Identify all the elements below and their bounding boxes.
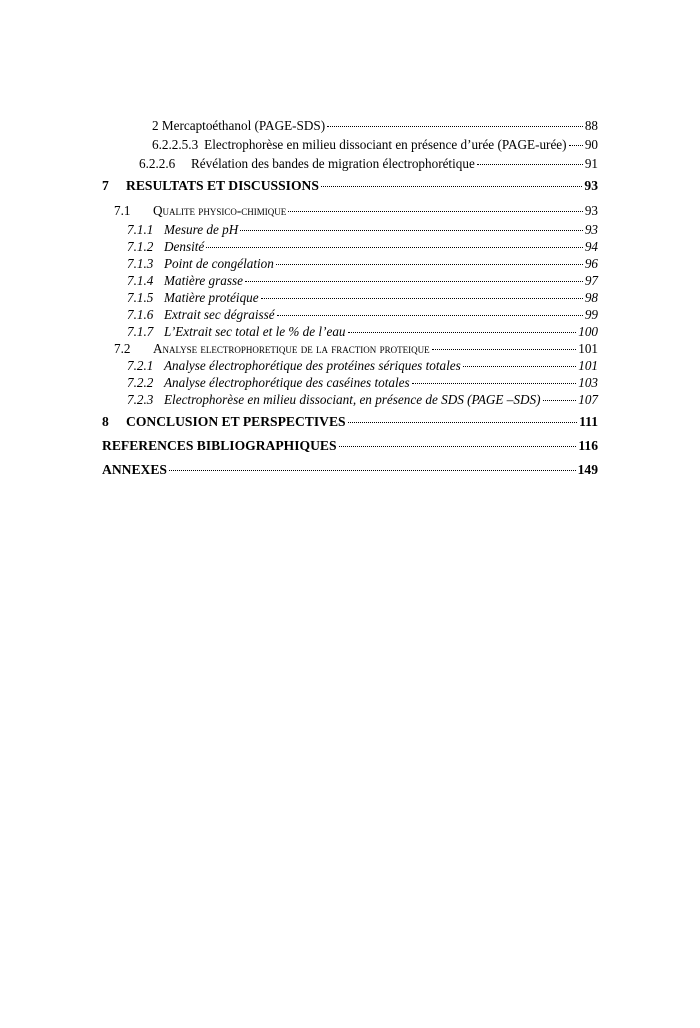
toc-entry-title: Electrophorèse en milieu dissociant en présence d’urée (PAGE-urée) [204,137,567,152]
toc-entry-page: 100 [578,324,598,339]
toc-entry-subsection [127,256,598,272]
toc-entry-number: 7.1.2 [127,239,154,254]
toc-entry-number: 7.1.1 [127,222,154,237]
toc-entry [152,137,598,153]
toc-entry-number: 7.1 [114,203,131,218]
toc-entry-subsection [127,222,598,238]
toc-entry-chapter [102,438,598,454]
toc-leader [543,400,577,401]
toc-entry-title: Extrait sec dégraissé [164,307,275,322]
toc-entry-page: 94 [584,239,598,254]
toc-entry-title: Matière protéique [164,290,259,305]
toc-leader [477,164,583,165]
toc-entry-number: 7.1.5 [127,290,154,305]
toc-entry-title: L’Extrait sec total et le % de l’eau [164,324,346,339]
toc-leader [261,298,583,299]
toc-entry-title: RESULTATS ET DISCUSSIONS [126,178,319,193]
toc-leader [277,315,583,316]
toc-entry-title: CONCLUSION ET PERSPECTIVES [126,414,346,429]
toc-leader [206,247,583,248]
toc-entry-section [114,203,598,219]
toc-leader [339,446,577,447]
toc-entry-subsection [127,358,598,374]
toc-entry-subsection [127,307,598,323]
toc-entry-title: Révélation des bandes de migration électrophorétique [191,156,475,171]
toc-entry-number: 7 [102,178,109,193]
toc-entry-page: 96 [584,256,598,271]
toc-leader [348,422,578,423]
toc-entry-subsection [127,375,598,391]
toc-entry-title: REFERENCES BIBLIOGRAPHIQUES [102,438,337,453]
toc-entry-page: 149 [577,462,598,477]
toc-entry-title: Mesure de pH [164,222,239,237]
toc-entry-page: 111 [579,414,598,429]
toc-entry-title: Analyse électrophorétique des caséines totales [164,375,410,390]
toc-entry-number: 6.2.2.5.3 [152,137,199,152]
toc-entry-title: 2 Mercaptoéthanol (PAGE-SDS) [152,118,326,133]
toc-entry-title: ANNEXES [102,462,167,477]
toc-leader [463,366,576,367]
toc-leader [432,349,577,350]
toc-entry-number: 7.1.7 [127,324,154,339]
toc-entry-page: 88 [584,118,598,133]
toc-entry-title: Analyse électrophorétique des protéines sériques totales [164,358,461,373]
toc-entry-title: Point de congélation [164,256,274,271]
toc-entry-page: 101 [578,358,598,373]
toc-entry-page: 99 [584,307,598,322]
toc-leader [240,230,583,231]
toc-entry-page: 98 [584,290,598,305]
toc-leader [169,470,576,471]
toc-entry [152,118,598,134]
toc-entry-number: 6.2.2.6 [139,156,176,171]
toc-entry-title: Matière grasse [164,273,243,288]
toc-entry-page: 93 [584,203,598,218]
toc-leader [348,332,577,333]
toc-leader [276,264,583,265]
toc-entry-page: 93 [584,178,598,193]
toc-entry-title: Densité [164,239,205,254]
toc-entry-number: 7.1.4 [127,273,154,288]
toc-entry-number: 7.1.3 [127,256,154,271]
toc-leader [327,126,583,127]
toc-entry-title: Electrophorèse en milieu dissociant, en présence de SDS (PAGE –SDS) [164,392,541,407]
toc-entry-number: 7.2.2 [127,375,154,390]
toc-entry-number: 7.2.3 [127,392,154,407]
toc-entry-title: Analyse electrophoretique de la fraction proteique [153,341,430,356]
toc-entry-page: 93 [584,222,598,237]
toc-entry-chapter [102,462,598,478]
toc-entry-page: 91 [584,156,598,171]
toc-entry-subsection [127,392,598,408]
toc-leader [245,281,583,282]
toc-entry-section [114,341,598,357]
toc-leader [569,145,583,146]
toc-entry-subsection [127,273,598,289]
toc-entry-subsection [127,239,598,255]
toc-entry-chapter [102,178,598,194]
toc-entry-page: 101 [578,341,598,356]
toc-entry-number: 7.2.1 [127,358,154,373]
toc-entry-page: 97 [584,273,598,288]
toc-entry-page: 90 [584,137,598,152]
toc-entry-chapter [102,414,598,430]
toc-leader [412,383,577,384]
toc-leader [288,211,583,212]
toc-entry-page: 116 [578,438,598,453]
toc-entry-number: 7.2 [114,341,131,356]
toc-entry-title: Qualite physico-chimique [153,203,287,218]
toc-entry-number: 7.1.6 [127,307,154,322]
toc-entry-subsection [127,290,598,306]
toc-entry-subsection [127,324,598,340]
toc-leader [321,186,582,187]
toc-entry [139,156,598,172]
toc-entry-page: 103 [578,375,598,390]
toc-entry-page: 107 [578,392,598,407]
toc-entry-number: 8 [102,414,109,429]
